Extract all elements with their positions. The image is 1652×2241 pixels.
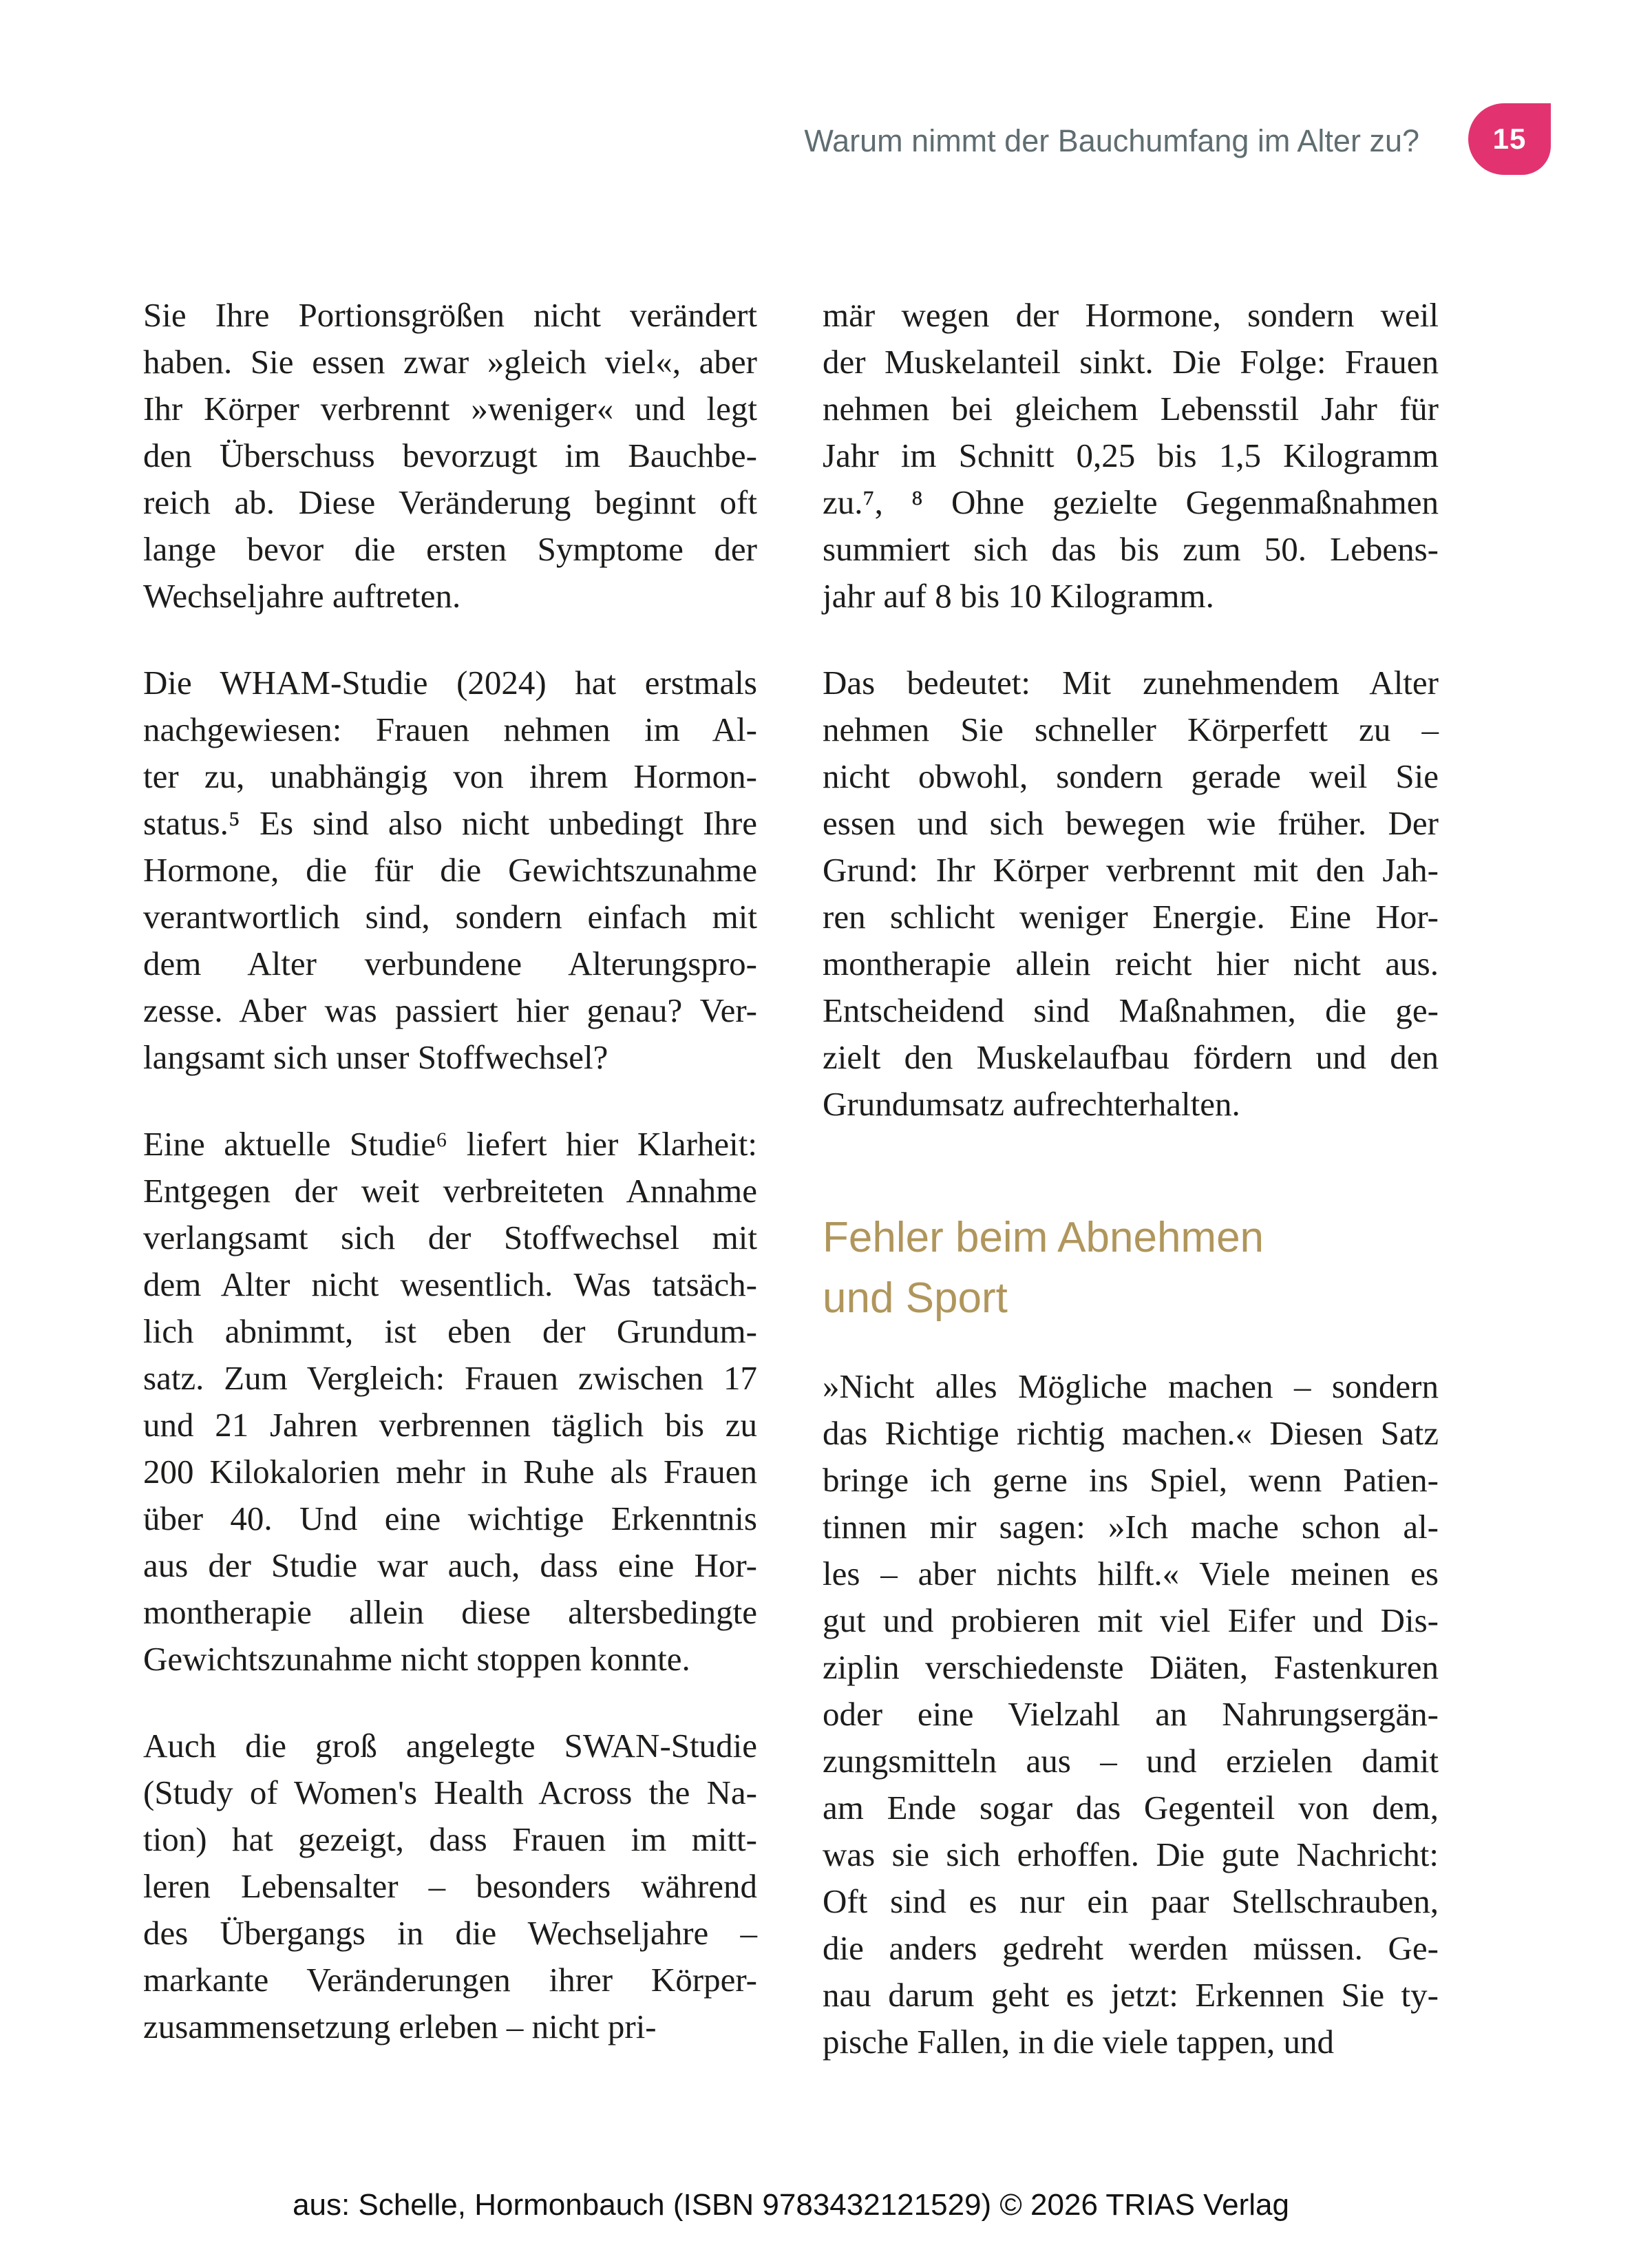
page-number-badge [1468, 103, 1551, 175]
paragraph: Eine aktuelle Studie⁶ liefert hier Klarheit: Entgegen der weit verbreiteten Annahme verlangsamt sich der Stoffwechsel mit dem Alter nicht wesentlich. Was tatsäch- lich abnimmt, ist eben der Grundum- satz. Zum Vergleich: Frauen zwischen 17 und 21 Jahren verbrennen täglich bis zu 200 Kilokalorien mehr in Ruhe als Frauen über 40. Und eine wichtige Erkenntnis aus der Studie war auch, dass eine Hor- montherapie allein diese altersbedingte Gewichtszunahme nicht stoppen konnte. [143, 1125, 757, 1678]
paragraph: mär wegen der Hormone, sondern weil der Muskelanteil sinkt. Die Folge: Frauen nehmen bei gleichem Lebensstil Jahr für Jahr im Schnitt 0,25 bis 1,5 Kilogramm zu.⁷, ⁸ Ohne gezielte Gegenmaßnahmen summiert sich das bis zum 50. Lebens- jahr auf 8 bis 10 Kilogramm. [823, 296, 1439, 615]
page-number: 15 [1492, 123, 1527, 155]
running-header-title: Warum nimmt der Bauchumfang im Alter zu? [804, 123, 1419, 158]
paragraph: Auch die groß angelegte SWAN-Studie (Study of Women's Health Across the Na- tion) hat gezeigt, dass Frauen im mitt- leren Lebensalter – besonders während des Übergangs in die Wechseljahre – markante Veränderungen ihrer Körper- zusammensetzung erleben – nicht pri- [143, 1727, 757, 2045]
right-column [823, 292, 1439, 2065]
credit-line: aus: Schelle, Hormonbauch (ISBN 9783432121529) © 2026 TRIAS Verlag [293, 2188, 1289, 2222]
left-column [143, 292, 757, 2050]
paragraph: Sie Ihre Portionsgrößen nicht verändert haben. Sie essen zwar »gleich viel«, aber Ihr Körper verbrennt »weniger« und legt den Überschuss bevorzugt im Bauchbe- reich ab. Diese Veränderung beginnt oft lange bevor die ersten Symptome der Wechseljahre auftreten. [143, 296, 757, 615]
paragraph: »Nicht alles Mögliche machen – sondern das Richtige richtig machen.« Diesen Satz bringe ich gerne ins Spiel, wenn Patien- tinnen mir sagen: »Ich mache schon al- les – aber nichts hilft.« Viele meinen es gut und probieren mit viel Eifer und Dis- ziplin verschiedenste Diäten, Fastenkuren oder eine Vielzahl an Nahrungsergän- zungsmitteln aus – und erzielen damit am Ende sogar das Gegenteil von dem, was sie sich erhoffen. Die gute Nachricht: Oft sind es nur ein paar Stellschrauben, die anders gedreht werden müssen. Ge- nau darum geht es jetzt: Erkennen Sie ty- pische Fallen, in die viele tappen, und [823, 1367, 1439, 2061]
paragraph: Die WHAM-Studie (2024) hat erstmals nachgewiesen: Frauen nehmen im Al- ter zu, unabhängig von ihrem Hormon- status.⁵ Es sind also nicht unbedingt Ihre Hormone, die für die Gewichtszunahme verantwortlich sind, sondern einfach mit dem Alter verbundene Alterungspro- zesse. Aber was passiert hier genau? Ver- langsamt sich unser Stoffwechsel? [143, 664, 757, 1076]
section-heading: Fehler beim Abnehmen und Sport [823, 1214, 1264, 1322]
paragraph: Das bedeutet: Mit zunehmendem Alter nehmen Sie schneller Körperfett zu – nicht obwohl, sondern gerade weil Sie essen und sich bewegen wie früher. Der Grund: Ihr Körper verbrennt mit den Jah- ren schlicht weniger Energie. Eine Hor- montherapie allein reicht hier nicht aus. Entscheidend sind Maßnahmen, die ge- zielt den Muskelaufbau fördern und den Grundumsatz aufrechterhalten. [823, 664, 1439, 1123]
